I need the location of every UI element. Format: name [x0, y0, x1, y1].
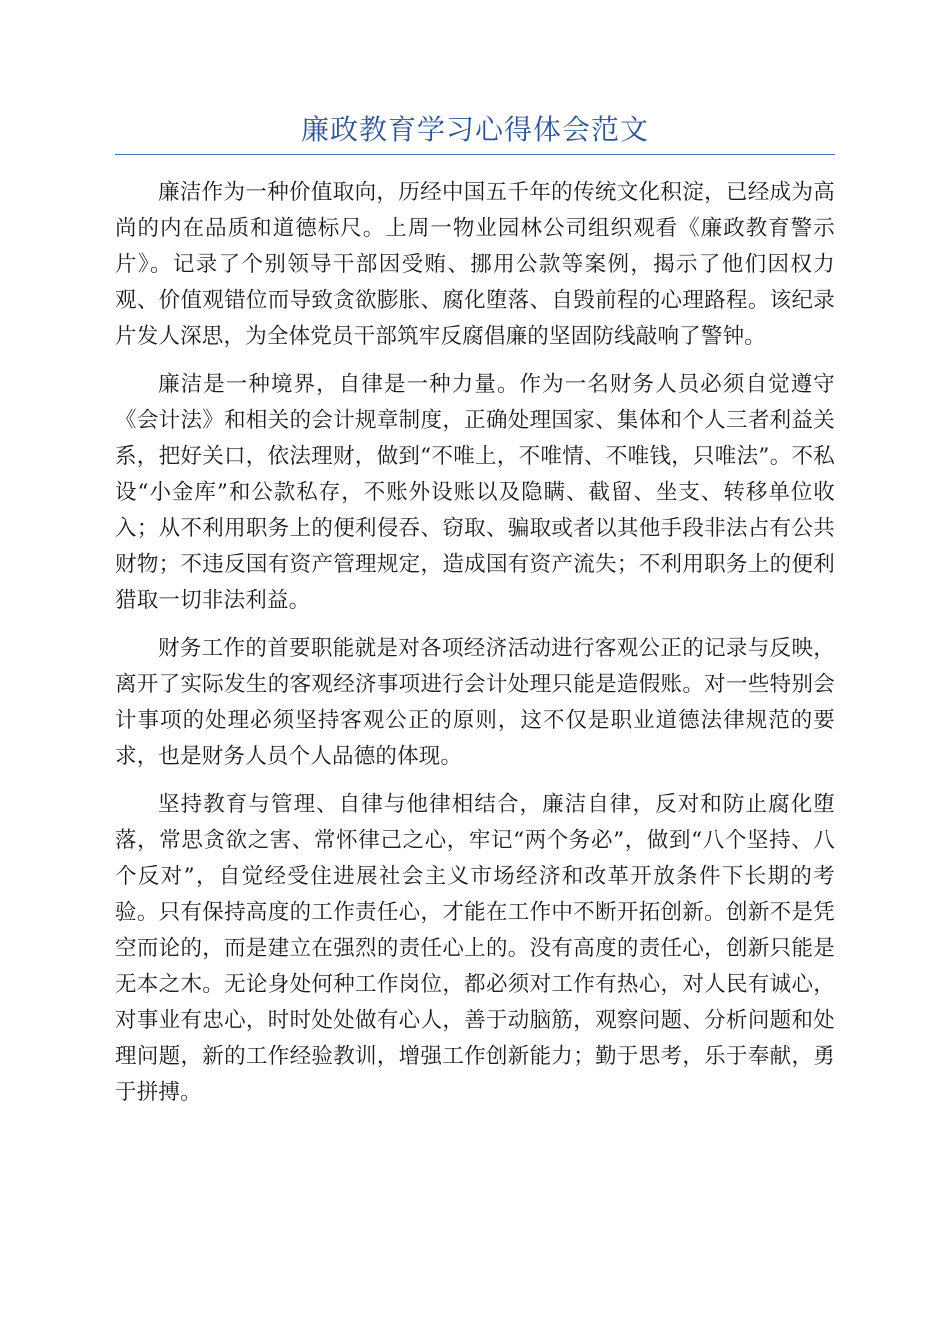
title-underline	[115, 154, 835, 155]
document-title: 廉政教育学习心得体会范文	[300, 113, 649, 146]
document-body	[115, 175, 835, 1123]
paragraph-4: 坚持教育与管理、自律与他律相结合，廉洁自律，反对和防止腐化堕落，常思贪欲之害、常怀律己之心，牢记“两个务必”，做到“八个坚持、八个反对”，自觉经受住进展社会主义市场经济和改革开放条件下长期的考验。只有保持高度的工作责任心，才能在工作中不断开拓创新。创新不是凭空而论的，而是建立在强烈的责任心上的。没有高度的责任心，创新只能是无本之木。无论身处何种工作岗位，都必须对工作有热心，对人民有诚心，对事业有忠心，时时处处做有心人，善于动脑筋，观察问题、分析问题和处理问题，新的工作经验教训，增强工作创新能力；勤于思考，乐于奉献，勇于拼搏。	[115, 792, 835, 1105]
paragraph-2: 廉洁是一种境界，自律是一种力量。作为一名财务人员必须自觉遵守《会计法》和相关的会计规章制度，正确处理国家、集体和个人三者利益关系，把好关口，依法理财，做到“不唯上，不唯情、不唯钱，只唯法”。不私设“小金库”和公款私存，不账外设账以及隐瞒、截留、坐支、转移单位收入；从不利用职务上的便利侵吞、窃取、骗取或者以其他手段非法占有公共财物；不违反国有资产管理规定，造成国有资产流失；不利用职务上的便利猎取一切非法利益。	[115, 372, 835, 613]
paragraph-1: 廉洁作为一种价值取向，历经中国五千年的传统文化积淀，已经成为高尚的内在品质和道德标尺。上周一物业园林公司组织观看《廉政教育警示片》。记录了个别领导干部因受贿、挪用公款等案例，揭示了他们因权力观、价值观错位而导致贪欲膨胀、腐化堕落、自毁前程的心理路程。该纪录片发人深思，为全体党员干部筑牢反腐倡廉的坚固防线敲响了警钟。	[115, 180, 835, 349]
paragraph-3: 财务工作的首要职能就是对各项经济活动进行客观公正的记录与反映，离开了实际发生的客观经济事项进行会计处理只能是造假账。对一些特别会计事项的处理必须坚持客观公正的原则，这不仅是职业道德法律规范的要求，也是财务人员个人品德的体现。	[115, 636, 835, 769]
